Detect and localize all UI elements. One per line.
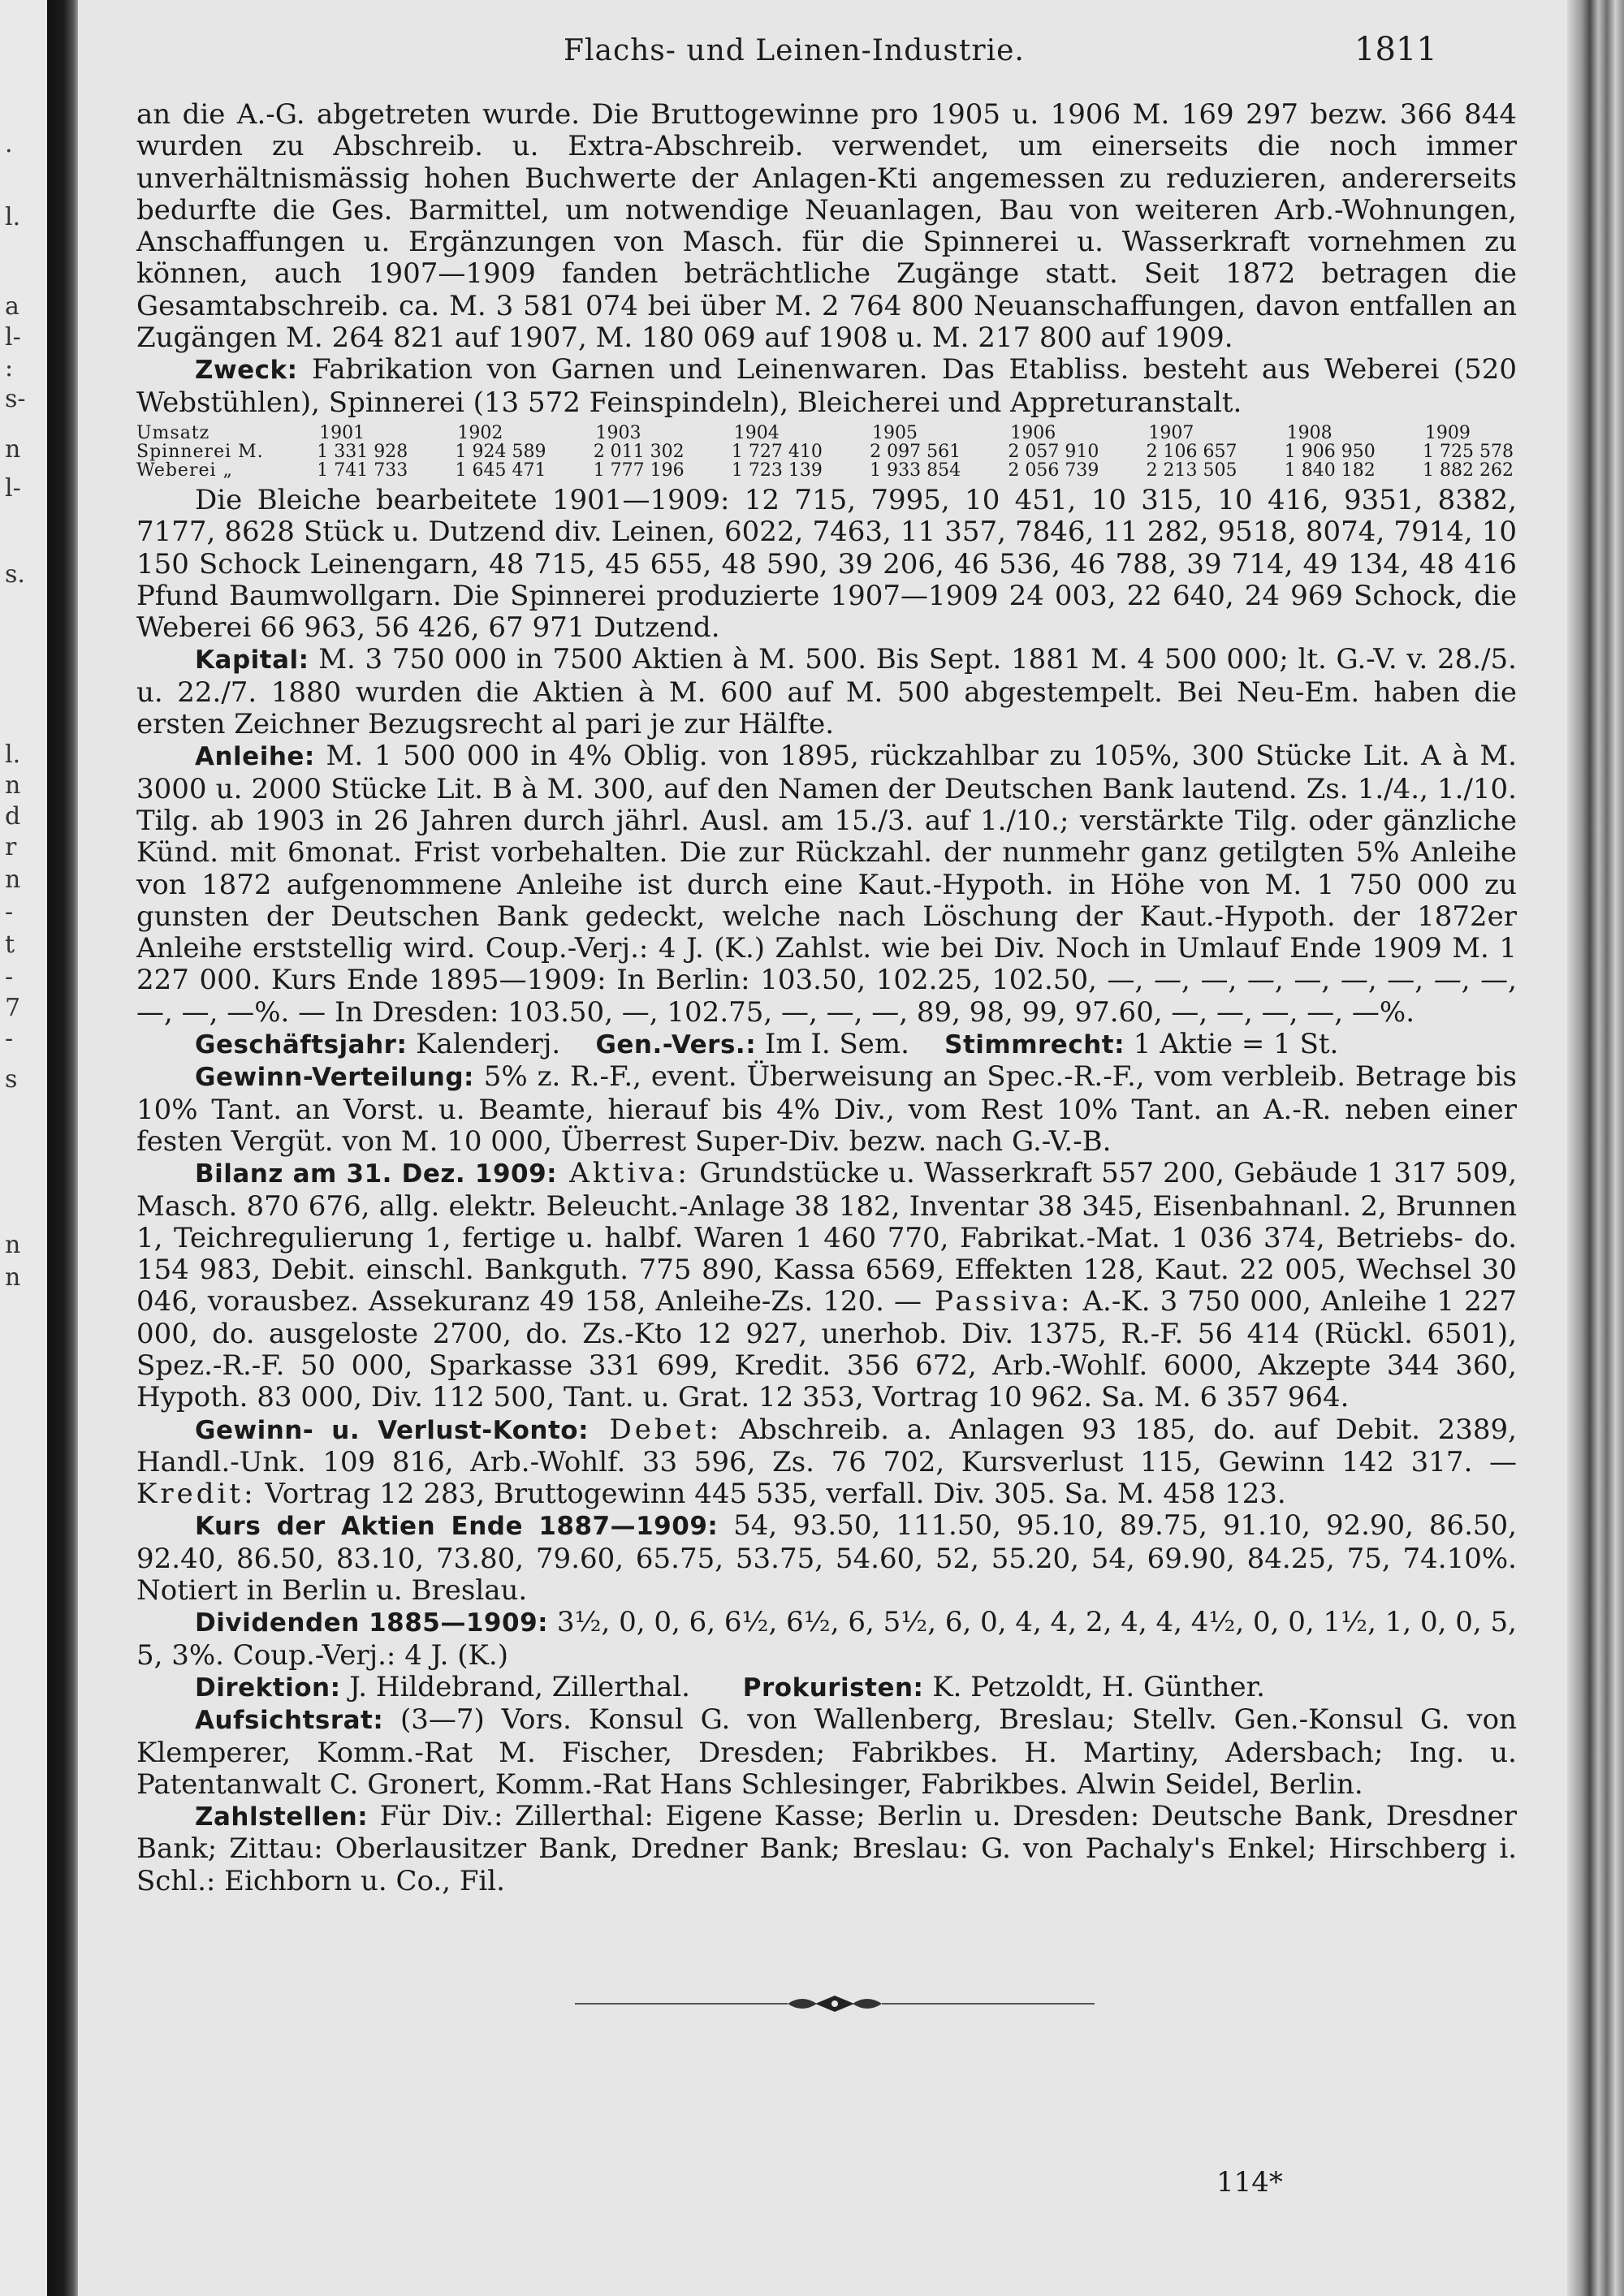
section-end-ornament — [575, 1987, 1095, 2020]
table-cell: 1 645 471 — [455, 460, 546, 481]
margin-fragment: l- — [5, 323, 21, 352]
zahlstellen-label: Zahlstellen: — [195, 1802, 369, 1832]
signature-mark: 114* — [1216, 2166, 1283, 2199]
page-number: 1811 — [1354, 31, 1437, 68]
kurs-label: Kurs der Aktien Ende 1887—1909: — [195, 1512, 719, 1542]
previous-page-edge — [0, 0, 47, 2296]
aufsichtsrat-text: (3—7) Vors. Konsul G. von Wallenberg, Breslau; Stellv. Gen.-Konsul G. von Klemperer, Komm.-Rat M. Fischer, Dresden; Fabrikbes. H. Martiny, Adersbach; Ing. u. Patentanwalt C. Gronert, Komm.-Rat Hans Schlesinger, Fabrikbes. Alwin Seidel, Berlin. — [136, 1703, 1517, 1801]
margin-fragment: t — [5, 930, 15, 959]
margin-fragment: s — [5, 1065, 18, 1094]
kurs-paragraph — [136, 1510, 1517, 1607]
page-stack-edge — [1567, 0, 1624, 2296]
dividenden-paragraph — [136, 1607, 1517, 1672]
zweck-label: Zweck: — [195, 356, 298, 386]
genvers-text: Im I. Sem. — [756, 1028, 909, 1061]
margin-fragment: r — [5, 833, 17, 861]
bleiche-paragraph: Die Bleiche bearbeitete 1901—1909: 12 715, 7995, 10 451, 10 315, 10 416, 9351, 8382, 7177, 8628 Stück u. Dutzend div. Leinen, 6022, 7463, 11 357, 7846, 11 282, 9518, 8074, 7914, 10 150 Schock Leinengarn, 48 715, 45 655, 48 590, 39 206, 46 536, 46 788, 39 714, 49 134, 48 416 Pfund Baumwollgarn. Die Spinnerei produzierte 1907—1909 24 003, 22 640, 24 969 Schock, die Weberei 66 963, 56 426, 67 971 Dutzend. — [136, 483, 1517, 645]
table-cell: 1 331 928 — [317, 441, 408, 462]
running-title: Flachs- und Leinen-Industrie. — [564, 34, 1025, 67]
guv-paragraph — [136, 1414, 1517, 1511]
year-cell: 1906 — [1010, 422, 1056, 443]
table-cell: 1 840 182 — [1284, 460, 1376, 481]
dividenden-text: 3½, 0, 0, 6, 6½, 6½, 6, 5½, 6, 0, 4, 4, 2, 4, 4, 4½, 0, 0, 1½, 1, 0, 0, 5, 5, 3%. Coup.-Verj.: 4 J. (K.) — [136, 1606, 1517, 1672]
geschaeftsjahr-text: Kalenderj. — [407, 1028, 561, 1061]
anleihe-text: M. 1 500 000 in 4% Oblig. von 1895, rückzahlbar zu 105%, 300 Stücke Lit. A à M. 3000 u. 2000 Stücke Lit. B à M. 300, auf den Namen der Deutschen Bank lautend. Zs. 1./4., 1./10. Tilg. ab 1903 in 26 Jahren durch jährl. Ausl. am 15./3. auf 1./10.; verstärkte Tilg. oder gänzliche Künd. mit 6monat. Frist vorbehalten. Die zur Rückzahl. der nunmehr ganz getilgten 5% Anleihe von 1872 aufgenommene Anleihe ist durch eine Kaut.-Hypoth. in Höhe von M. 1 750 000 zu gunsten der Deutschen Bank gedeckt, welche nach Löschung der Kaut.-Hypoth. der 1872er Anleihe erststellig wird. Coup.-Verj.: 4 J. (K.) Zahlst. wie bei Div. Noch in Umlauf Ende 1909 M. 1 227 000. Kurs Ende 1895—1909: In Berlin: 103.50, 102.25, 102.50, —, —, —, —, —, —, —, —, —, —, —, —%. — In Dresden: 103.50, —, 102.75, —, —, —, 89, 98, 99, 97.60, —, —, —, —, —%. — [136, 740, 1517, 1029]
bilanz-passiva-text: A.-K. 3 750 000, Anleihe 1 227 000, do. ausgeloste 2700, do. Zs.-Kto 12 927, unerhob. Div. 1375, R.-F. 56 414 (Rückl. 6501), Spez.-R.-F. 50 000, Sparkasse 331 699, Kredit. 356 672, Arb.-Wohlf. 6000, Akzepte 344 360, Hypoth. 83 000, Div. 112 500, Tant. u. Grat. 12 353, Vortrag 10 962. Sa. M. 6 357 964. — [136, 1285, 1517, 1414]
direktion-label: Direktion: — [195, 1672, 341, 1703]
bilanz-paragraph — [136, 1158, 1517, 1413]
zahlstellen-text: Für Div.: Zillerthal: Eigene Kasse; Berlin u. Dresden: Deutsche Bank, Dresdner Bank; Zittau: Oberlausitzer Bank, Dredner Bank; Breslau: G. von Pachaly's Enkel; Hirschberg i. Schl.: Eichborn u. Co., Fil. — [136, 1800, 1517, 1897]
margin-fragment: - — [5, 963, 14, 991]
umsatz-label: Umsatz — [136, 422, 210, 443]
bilanz-aktiva-text: Grundstücke u. Wasserkraft 557 200, Gebäude 1 317 509, Masch. 870 676, allg. elektr. Beleucht.-Anlage 38 182, Inventar 38 345, Eisenbahnanl. 2, Brunnen 1, Teichregulierung 1, fertige u. halbf. Waren 1 460 770, Fabrikat.-Mat. 1 036 374, Betriebs- do. 154 983, Debit. einschl. Bankguth. 775 890, Kassa 6569, Effekten 128, Kaut. 22 005, Wechsel 30 046, vorausbez. Assekuranz 49 158, Anleihe-Zs. 120. — — [136, 1157, 1518, 1318]
genvers-label: Gen.-Vers.: — [595, 1030, 757, 1060]
year-cell: 1908 — [1286, 422, 1332, 443]
table-cell: 2 056 739 — [1008, 460, 1099, 481]
anleihe-paragraph — [136, 740, 1517, 1029]
table-cell: 1 727 410 — [731, 441, 823, 462]
margin-fragment: a — [5, 292, 19, 321]
anleihe-label: Anleihe: — [195, 742, 315, 772]
table-row — [136, 442, 1517, 461]
table-cell: 1 723 139 — [731, 460, 823, 481]
table-row — [136, 461, 1517, 480]
aufsichtsrat-paragraph — [136, 1704, 1517, 1801]
year-cell: 1902 — [457, 422, 503, 443]
margin-fragment: d — [5, 802, 21, 831]
page — [78, 0, 1588, 2296]
year-cell: 1901 — [319, 422, 365, 443]
margin-fragment: n — [5, 1231, 21, 1259]
table-cell: 1 882 262 — [1423, 460, 1514, 481]
margin-fragment: l- — [5, 474, 21, 503]
row-label: Spinnerei M. — [136, 441, 264, 462]
table-cell: 2 213 505 — [1146, 460, 1237, 481]
gewinnverteilung-label: Gewinn-Verteilung: — [195, 1063, 474, 1093]
table-cell: 2 106 657 — [1146, 441, 1237, 462]
margin-fragment: l. — [5, 203, 21, 231]
direktion-line — [136, 1672, 1517, 1704]
stimmrecht-text: 1 Aktie = 1 St. — [1125, 1028, 1339, 1061]
margin-fragment: n — [5, 1263, 21, 1292]
year-cell: 1907 — [1148, 422, 1194, 443]
margin-fragment: - — [5, 898, 14, 926]
margin-fragment: - — [5, 1025, 14, 1053]
page-body — [136, 99, 1517, 1897]
row-label: Weberei „ — [136, 460, 233, 481]
margin-fragment: 7 — [5, 994, 21, 1022]
table-cell: 1 741 733 — [317, 460, 408, 481]
organization-line — [136, 1029, 1517, 1061]
intro-paragraph: an die A.-G. abgetreten wurde. Die Bruttogewinne pro 1905 u. 1906 M. 169 297 bezw. 366 844 wurden zu Abschreib. u. Extra-Abschreib. verwendet, um einerseits die noch immer unverhältnismässig hohen Buchwerte der Anlagen-Kti angemessen zu reduzieren, andererseits bedurfte die Ges. Barmittel, um notwendige Neuanlagen, Bau von weiteren Arb.-Wohnungen, Anschaffungen u. Ergänzungen von Masch. für die Spinnerei u. Wasserkraft vornehmen zu können, auch 1907—1909 fanden beträchtliche Zugänge statt. Seit 1872 betragen die Gesamtabschreib. ca. M. 3 581 074 bei über M. 2 764 800 Neuanschaffungen, davon entfallen an Zugängen M. 264 821 auf 1907, M. 180 069 auf 1908 u. M. 217 800 auf 1909. — [136, 98, 1517, 355]
direktion-text: J. Hildebrand, Zillerthal. — [340, 1670, 690, 1703]
umsatz-header-row — [136, 424, 1517, 442]
book-gutter — [47, 0, 78, 2296]
table-cell: 1 906 950 — [1284, 441, 1376, 462]
stimmrecht-label: Stimmrecht: — [944, 1030, 1125, 1060]
margin-fragment: : — [5, 354, 14, 382]
umsatz-table — [136, 424, 1517, 480]
bilanz-label: Bilanz am 31. Dez. 1909: — [195, 1159, 558, 1189]
table-cell: 2 011 302 — [593, 441, 685, 462]
margin-fragment: s- — [5, 385, 26, 413]
prokuristen-label: Prokuristen: — [742, 1672, 924, 1703]
kurs-text: 54, 93.50, 111.50, 95.10, 89.75, 91.10, 92.90, 86.50, 92.40, 86.50, 83.10, 73.80, 79.60, 65.75, 53.75, 54.60, 52, 55.20, 54, 69.90, 84.25, 75, 74.10%. Notiert in Berlin u. Breslau. — [136, 1509, 1517, 1608]
year-cell: 1904 — [733, 422, 780, 443]
margin-fragment: n — [5, 435, 21, 464]
passiva-label: Passiva: — [922, 1285, 1073, 1318]
prokuristen-text: K. Petzoldt, H. Günther. — [923, 1670, 1265, 1703]
page-header — [78, 31, 1588, 71]
dividenden-label: Dividenden 1885—1909: — [195, 1608, 549, 1638]
zweck-text: Fabrikation von Garnen und Leinenwaren. Das Etabliss. besteht aus Weberei (520 Webstühlen), Spinnerei (13 572 Feinspindeln), Bleicherei und Appreturanstalt. — [136, 353, 1517, 419]
gewinnverteilung-text: 5% z. R.-F., event. Überweisung an Spec.-R.-F., vom verbleib. Betrage bis 10% Tant. an Vorst. u. Beamte, hierauf bis 4% Div., vom Rest 10% Tant. an A.-R. neben einer festen Vergüt. von M. 10 000, Überrest Super-Div. bezw. nach G.-V.-B. — [136, 1060, 1517, 1158]
table-cell: 1 725 578 — [1423, 441, 1514, 462]
kapital-label: Kapital: — [195, 645, 309, 675]
guv-label: Gewinn- u. Verlust-Konto: — [195, 1415, 589, 1445]
table-cell: 1 933 854 — [870, 460, 961, 481]
margin-fragment: n — [5, 865, 21, 894]
year-cell: 1903 — [595, 422, 641, 443]
margin-fragment: n — [5, 771, 21, 800]
aktiva-label: Aktiva: — [557, 1157, 690, 1190]
margin-fragment: . — [5, 130, 13, 158]
table-cell: 1 924 589 — [455, 441, 546, 462]
table-cell: 2 097 561 — [870, 441, 961, 462]
margin-fragment: s. — [5, 560, 25, 589]
year-cell: 1909 — [1424, 422, 1471, 443]
year-cell: 1905 — [871, 422, 918, 443]
aufsichtsrat-label: Aufsichtsrat: — [195, 1706, 384, 1736]
kapital-paragraph — [136, 644, 1517, 740]
table-cell: 1 777 196 — [593, 460, 685, 481]
margin-fragment: l. — [5, 740, 21, 769]
guv-debet-text: Abschreib. a. Anlagen 93 185, do. auf Debit. 2389, Handl.-Unk. 109 816, Arb.-Wohlf. 33 596, Zs. 76 702, Kursverlust 115, Gewinn 142 317. — — [136, 1413, 1517, 1478]
zweck-paragraph — [136, 354, 1517, 419]
debet-label: Debet: — [588, 1413, 722, 1446]
kapital-text: M. 3 750 000 in 7500 Aktien à M. 500. Bis Sept. 1881 M. 4 500 000; lt. G.-V. v. 28./5. u. 22./7. 1880 wurden die Aktien à M. 600 auf M. 500 abgestempelt. Bei Neu-Em. haben die ersten Zeichner Bezugsrecht al pari je zur Hälfte. — [136, 643, 1517, 741]
gewinnverteilung-paragraph — [136, 1061, 1517, 1158]
kredit-label: Kredit: — [136, 1478, 257, 1511]
guv-kredit-text: Vortrag 12 283, Bruttogewinn 445 535, verfall. Div. 305. Sa. M. 458 123. — [256, 1478, 1286, 1511]
table-cell: 2 057 910 — [1008, 441, 1099, 462]
geschaeftsjahr-label: Geschäftsjahr: — [195, 1030, 408, 1060]
zahlstellen-paragraph — [136, 1801, 1517, 1897]
